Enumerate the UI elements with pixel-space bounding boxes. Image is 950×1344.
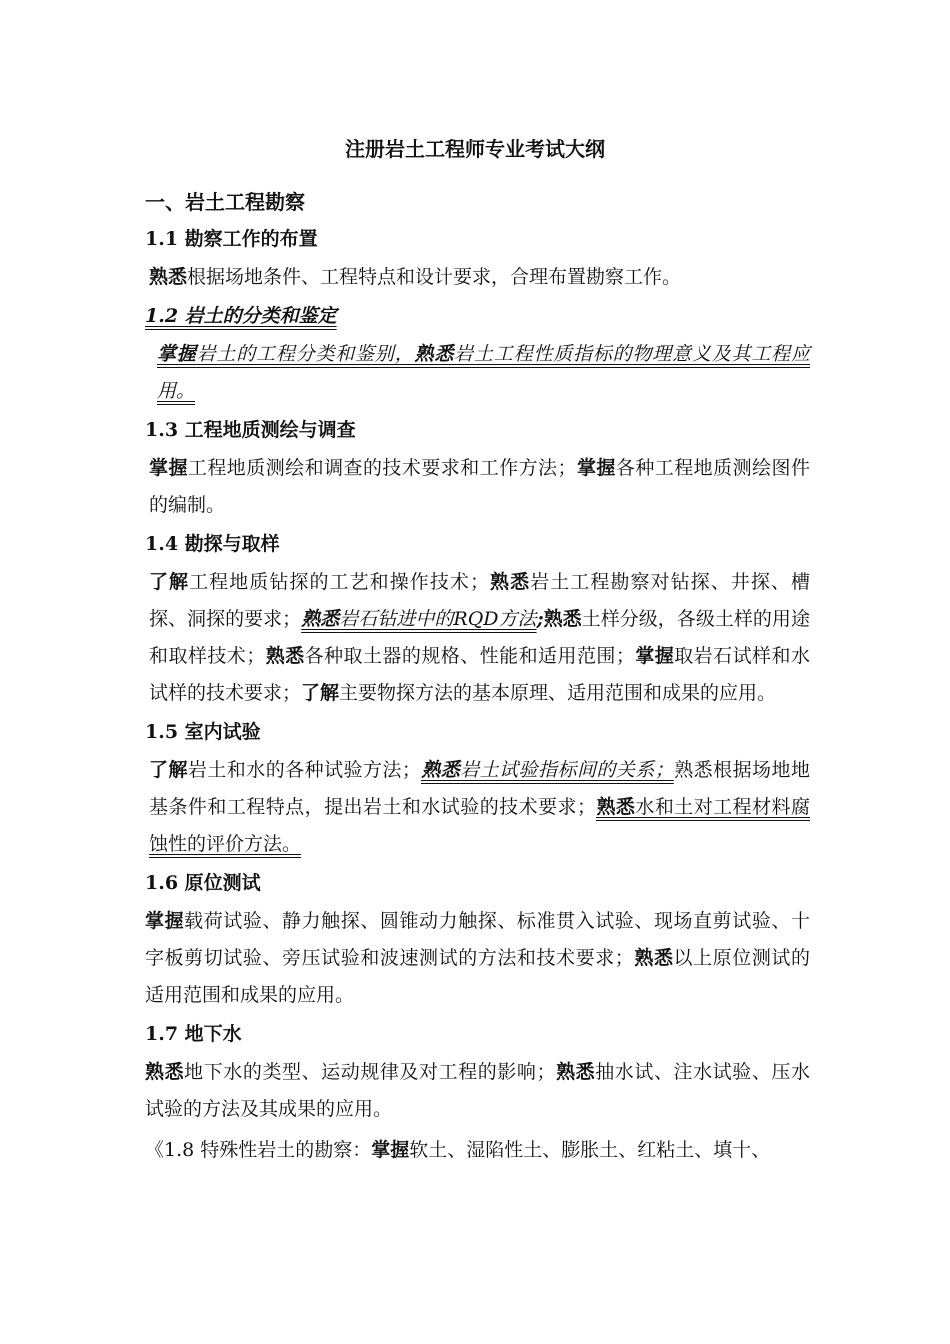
text: 主要物探方法的基本原理、适用范围和成果的应用。 xyxy=(339,682,777,704)
keyword: 掌握 xyxy=(371,1139,410,1161)
heading-1-6: 1.6 原位测试 xyxy=(145,872,261,894)
text: 岩土工程性质指标的物理意义及其工程应用。 xyxy=(157,343,810,402)
heading-1-1: 1.1 勘察工作的布置 xyxy=(145,228,318,250)
keyword: 熟悉 xyxy=(488,571,531,593)
text: ; xyxy=(536,608,544,630)
keyword: 掌握 xyxy=(634,645,675,667)
text: 土样分级，各级土样的用途和取样技术； xyxy=(149,608,810,667)
text: 工程地质测绘和调查的技术要求和工作方法； xyxy=(187,457,577,479)
text: 抽水试、注水试验、压水试验的方法及其成果的应用。 xyxy=(145,1061,810,1120)
text: 熟悉根据场地地基条件和工程特点，提出岩土和水试验的技术要求； xyxy=(149,759,810,818)
text: 根据场地条件、工程特点和设计要求，合理布置勘察工作。 xyxy=(187,266,682,288)
heading-1-7: 1.7 地下水 xyxy=(145,1023,242,1045)
heading-1-4: 1.4 勘探与取样 xyxy=(145,533,280,555)
paragraph-1-7 xyxy=(145,1054,810,1128)
paragraph-1-8 xyxy=(145,1132,810,1169)
keyword: 熟悉 xyxy=(420,759,461,781)
text: 工程地质钻探的工艺和操作技术； xyxy=(189,571,489,593)
keyword: 熟悉 xyxy=(145,1061,185,1083)
keyword: 掌握 xyxy=(576,457,616,479)
keyword: 了解 xyxy=(149,571,190,593)
paragraph-1-2 xyxy=(145,336,810,410)
text: 地下水的类型、运动规律及对工程的影响； xyxy=(184,1061,556,1083)
keyword: 了解 xyxy=(149,759,188,781)
paragraph-1-6 xyxy=(145,903,810,1014)
document-body xyxy=(145,186,810,1173)
heading-1-2: 1.2 岩土的分类和鉴定 xyxy=(145,305,337,327)
page-title: 注册岩土工程师专业考试大纲 xyxy=(345,137,605,161)
text: 载荷试验、静力触探、圆锥动力触探、标准贯入试验、现场直剪试验、十字板剪切试验、旁压试验和波速测试的方法和技术要求； xyxy=(145,910,810,969)
text: 各种工程地质测绘图件的编制。 xyxy=(149,457,810,516)
keyword: 熟悉 xyxy=(543,608,582,630)
section-heading-1: 一、岩土工程勘察 xyxy=(145,190,305,214)
keyword: 熟悉 xyxy=(301,608,340,630)
text: 《1.8 特殊性岩土的勘察： xyxy=(145,1139,372,1161)
text: 岩土和水的各种试验方法； xyxy=(187,759,421,781)
text: 岩土的工程分类和鉴别， xyxy=(196,343,415,365)
text: 岩石钻进中的RQD方法 xyxy=(339,608,537,630)
keyword: 熟悉 xyxy=(149,266,188,288)
text: 软土、湿陷性土、膨胀土、红粘土、填十、 xyxy=(409,1139,771,1161)
text: 取岩石试样和水试样的技术要求； xyxy=(149,645,810,704)
keyword: 了解 xyxy=(301,682,340,704)
keyword: 熟悉 xyxy=(633,947,674,969)
keyword: 熟悉 xyxy=(555,1061,596,1083)
text: 各种取土器的规格、性能和适用范围； xyxy=(304,645,635,667)
heading-1-5: 1.5 室内试验 xyxy=(145,721,261,743)
keyword: 熟悉 xyxy=(265,645,305,667)
text: 以上原位测试的适用范围和成果的应用。 xyxy=(145,947,810,1006)
paragraph-1-4 xyxy=(145,564,810,712)
heading-1-3: 1.3 工程地质测绘与调查 xyxy=(145,419,356,441)
keyword: 掌握 xyxy=(149,457,188,479)
keyword: 熟悉 xyxy=(414,343,455,365)
paragraph-1-5 xyxy=(145,752,810,863)
paragraph-1-3 xyxy=(145,450,810,524)
paragraph-1-1 xyxy=(145,259,810,296)
text: 岩土试验指标间的关系； xyxy=(460,759,674,781)
keyword: 熟悉 xyxy=(595,796,636,818)
keyword: 掌握 xyxy=(157,343,197,365)
text: 岩土工程勘察对钻探、井探、槽探、洞探的要求； xyxy=(149,571,810,630)
keyword: 掌握 xyxy=(145,910,185,932)
text: 水和土对工程材料腐蚀性的评价方法。 xyxy=(149,796,810,855)
